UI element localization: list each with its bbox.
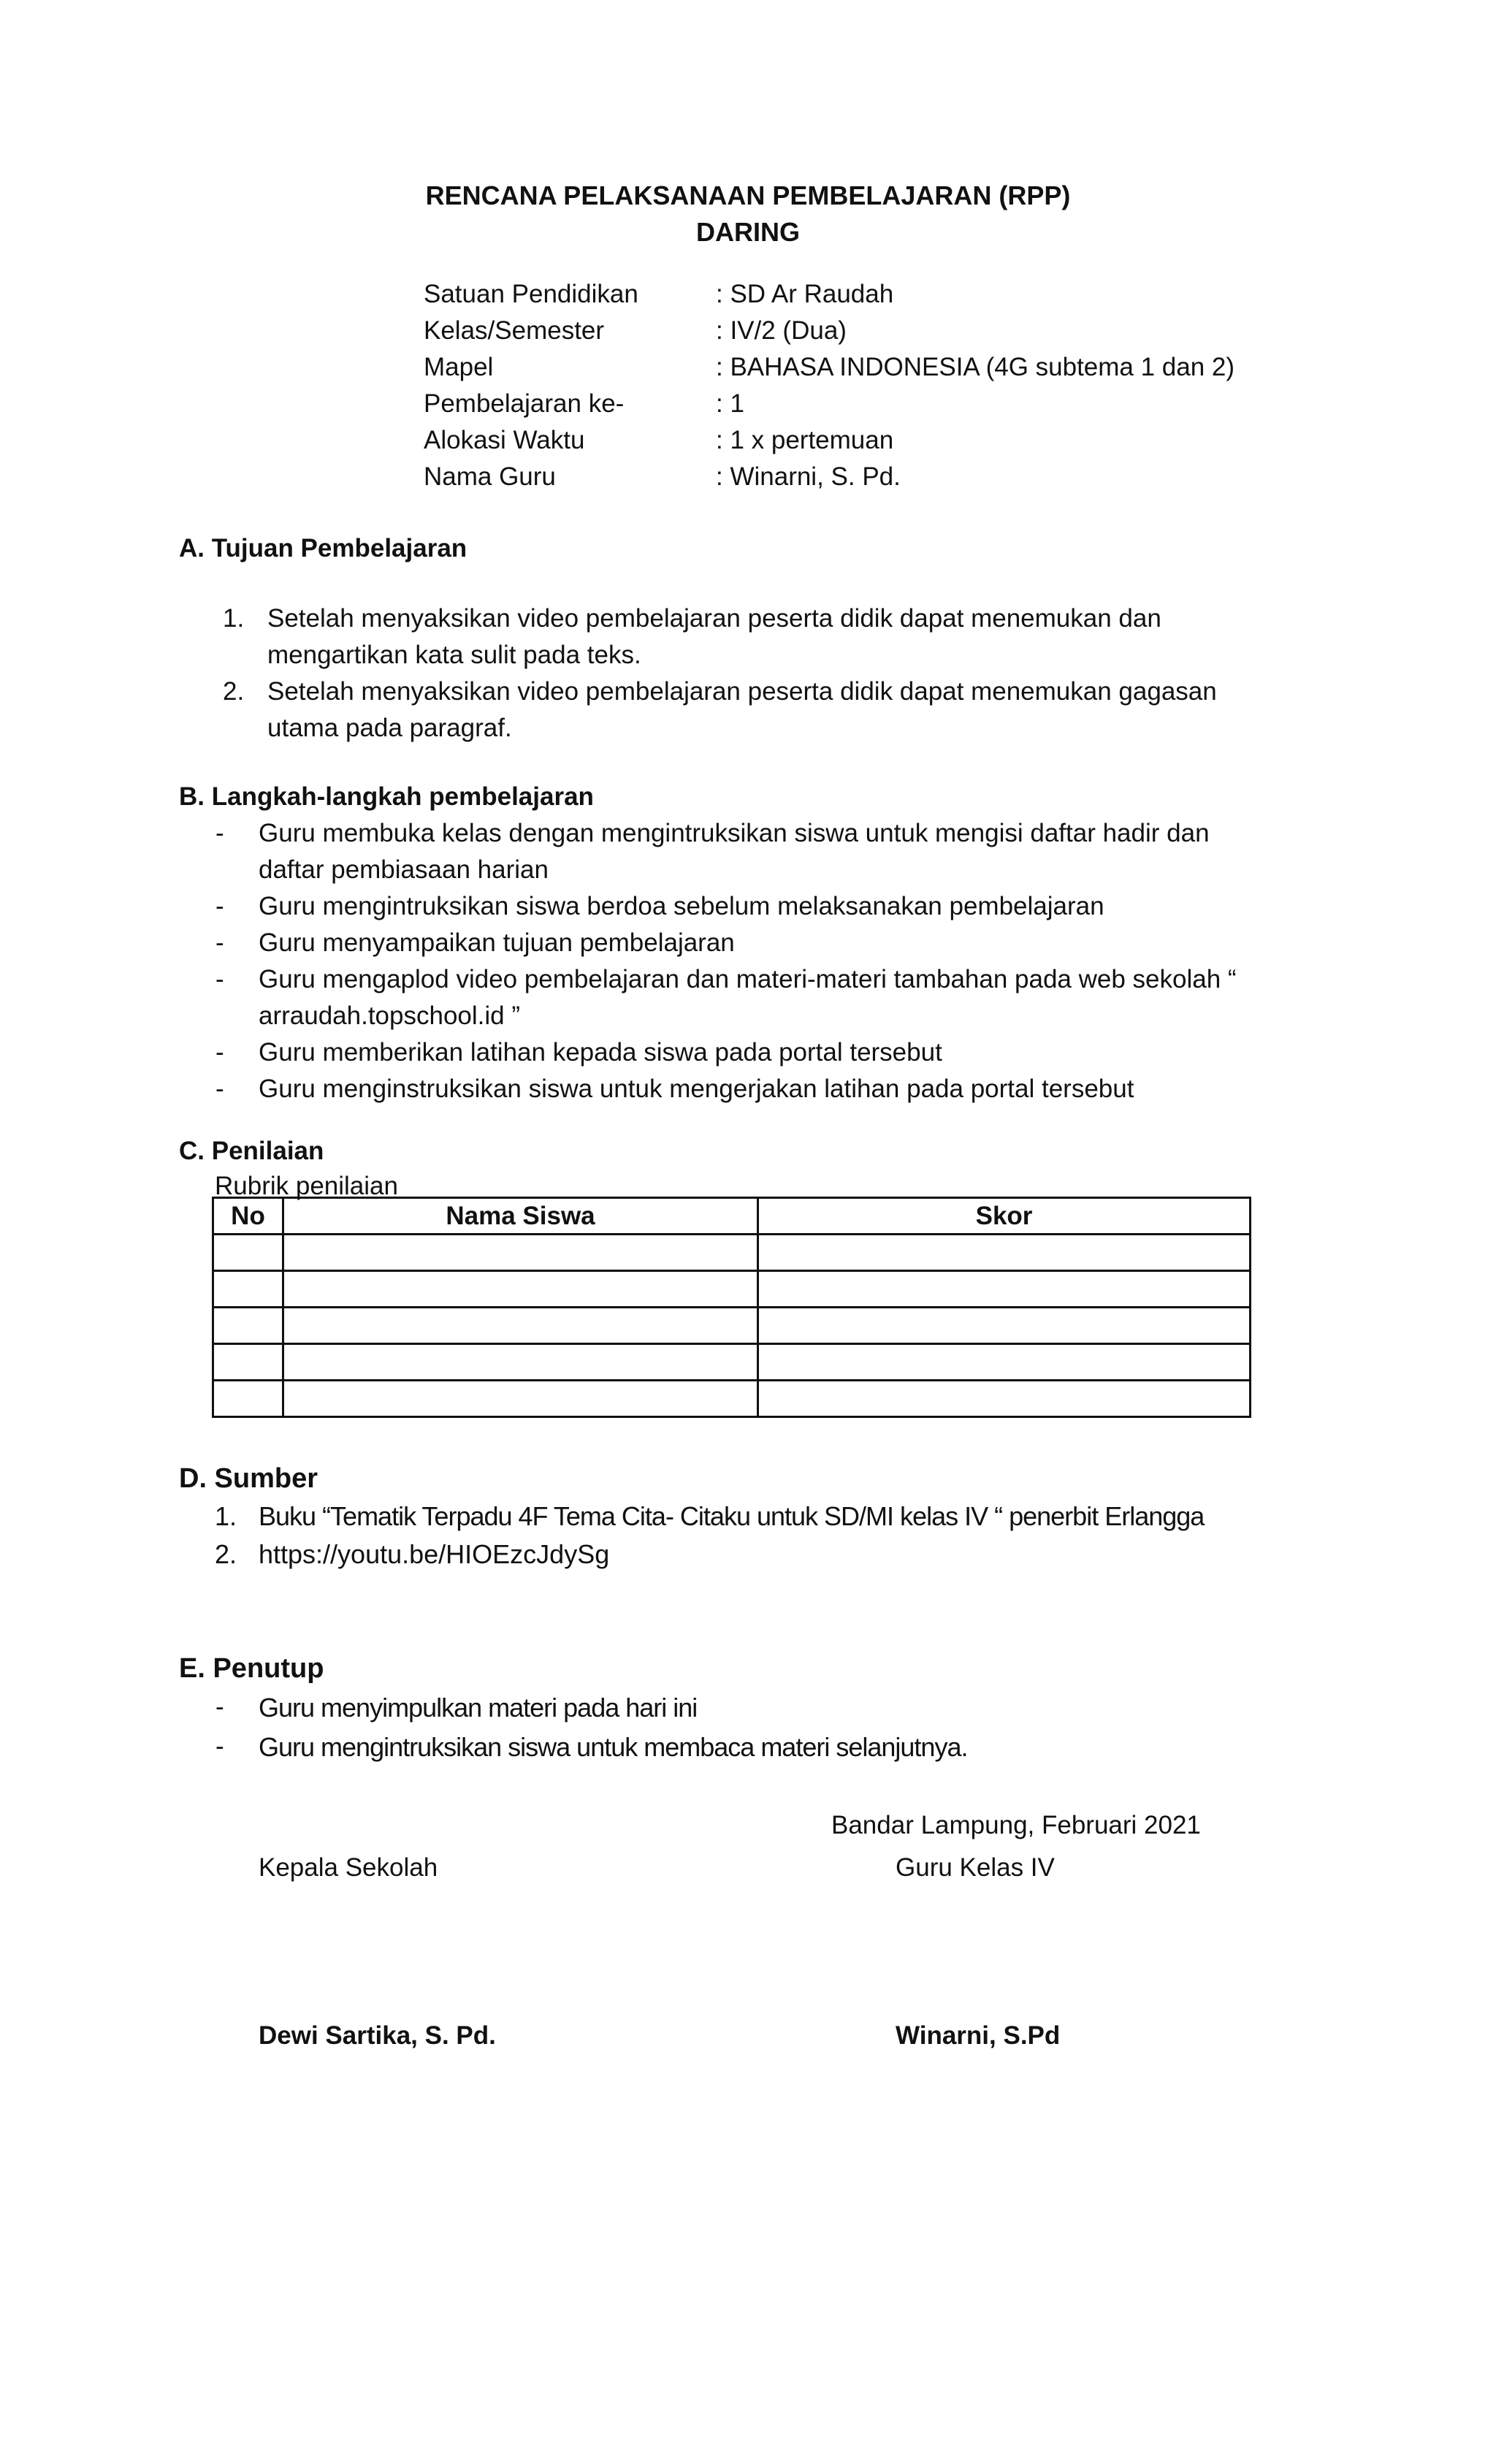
list-item: Buku “Tematik Terpadu 4F Tema Cita- Citaku untuk SD/MI kelas IV “ penerbit Erlangga [259,1501,1205,1531]
place-date: Bandar Lampung, Februari 2021 [831,1811,1201,1839]
bullet-dash: - [215,1075,224,1103]
table-row [213,1271,1251,1308]
list-item-continuation: daftar pembiasaan harian [259,855,549,884]
info-label: Alokasi Waktu [424,426,585,454]
table-row [213,1235,1251,1271]
column-header-skor: Skor [758,1198,1251,1235]
rubric-table [212,1197,1251,1418]
list-item: Guru menyimpulkan materi pada hari ini [259,1693,698,1723]
list-item: Guru mengintruksikan siswa untuk membaca materi selanjutnya. [259,1732,968,1762]
table-row [213,1381,1251,1417]
bullet-dash: - [215,928,224,957]
bullet-dash: - [215,1693,224,1721]
table-cell [758,1381,1251,1417]
list-item: Guru mengaplod video pembelajaran dan materi-materi tambahan pada web sekolah “ [259,965,1237,993]
list-item-continuation: arraudah.topschool.id ” [259,1002,520,1030]
list-number: 2. [223,677,245,706]
list-number: 1. [215,1501,237,1531]
table-cell [213,1308,283,1344]
bullet-dash: - [215,965,224,993]
table-cell [213,1344,283,1381]
info-label: Mapel [424,353,494,381]
table-cell [283,1308,758,1344]
list-item-continuation: utama pada paragraf. [267,714,512,742]
list-item: Guru menyampaikan tujuan pembelajaran [259,928,735,957]
bullet-dash: - [215,819,224,847]
table-cell [283,1271,758,1308]
table-cell [213,1235,283,1271]
source-link[interactable]: https://youtu.be/HIOEzcJdySg [259,1539,610,1569]
column-header-nama-siswa: Nama Siswa [283,1198,758,1235]
info-value: : 1 x pertemuan [716,426,894,454]
info-label: Satuan Pendidikan [424,280,638,308]
column-header-no: No [213,1198,283,1235]
bullet-dash: - [215,1038,224,1067]
table-cell [283,1381,758,1417]
section-e-heading: E. Penutup [179,1653,324,1684]
table-cell [283,1344,758,1381]
signature-left-title: Kepala Sekolah [259,1853,438,1882]
list-number: 2. [215,1539,237,1569]
info-label: Kelas/Semester [424,316,605,345]
table-cell [758,1308,1251,1344]
info-label: Nama Guru [424,462,556,491]
table-cell [213,1271,283,1308]
signature-left-name: Dewi Sartika, S. Pd. [259,2021,496,2050]
table-header-row [213,1198,1251,1235]
table-row [213,1344,1251,1381]
list-item: Setelah menyaksikan video pembelajaran peserta didik dapat menemukan gagasan [267,677,1217,706]
section-b-heading: B. Langkah-langkah pembelajaran [179,782,594,811]
info-value: : BAHASA INDONESIA (4G subtema 1 dan 2) [716,353,1235,381]
list-item: Guru memberikan latihan kepada siswa pada portal tersebut [259,1038,942,1067]
signature-right-name: Winarni, S.Pd [896,2021,1061,2050]
list-item: Guru menginstruksikan siswa untuk mengerjakan latihan pada portal tersebut [259,1075,1134,1103]
table-cell [758,1271,1251,1308]
table-cell [213,1381,283,1417]
section-d-heading: D. Sumber [179,1463,318,1494]
table-cell [758,1344,1251,1381]
signature-right-title: Guru Kelas IV [896,1853,1055,1882]
section-c-heading: C. Penilaian [179,1137,324,1165]
table-cell [283,1235,758,1271]
section-a-heading: A. Tujuan Pembelajaran [179,534,468,562]
table-row [213,1308,1251,1344]
list-item-continuation: mengartikan kata sulit pada teks. [267,641,641,669]
document-title: RENCANA PELAKSANAAN PEMBELAJARAN (RPP) [425,180,1071,210]
document-subtitle: DARING [696,217,800,247]
bullet-dash: - [215,1732,224,1761]
info-value: : 1 [716,389,744,418]
list-item: Guru mengintruksikan siswa berdoa sebelum melaksanakan pembelajaran [259,892,1104,920]
rubric-label: Rubrik penilaian [215,1172,398,1200]
table-cell [758,1235,1251,1271]
info-value: : IV/2 (Dua) [716,316,847,345]
info-value: : Winarni, S. Pd. [716,462,901,491]
bullet-dash: - [215,892,224,920]
info-value: : SD Ar Raudah [716,280,894,308]
list-item: Guru membuka kelas dengan mengintruksikan siswa untuk mengisi daftar hadir dan [259,819,1210,847]
list-item: Setelah menyaksikan video pembelajaran peserta didik dapat menemukan dan [267,604,1161,633]
info-label: Pembelajaran ke- [424,389,625,418]
list-number: 1. [223,604,245,633]
